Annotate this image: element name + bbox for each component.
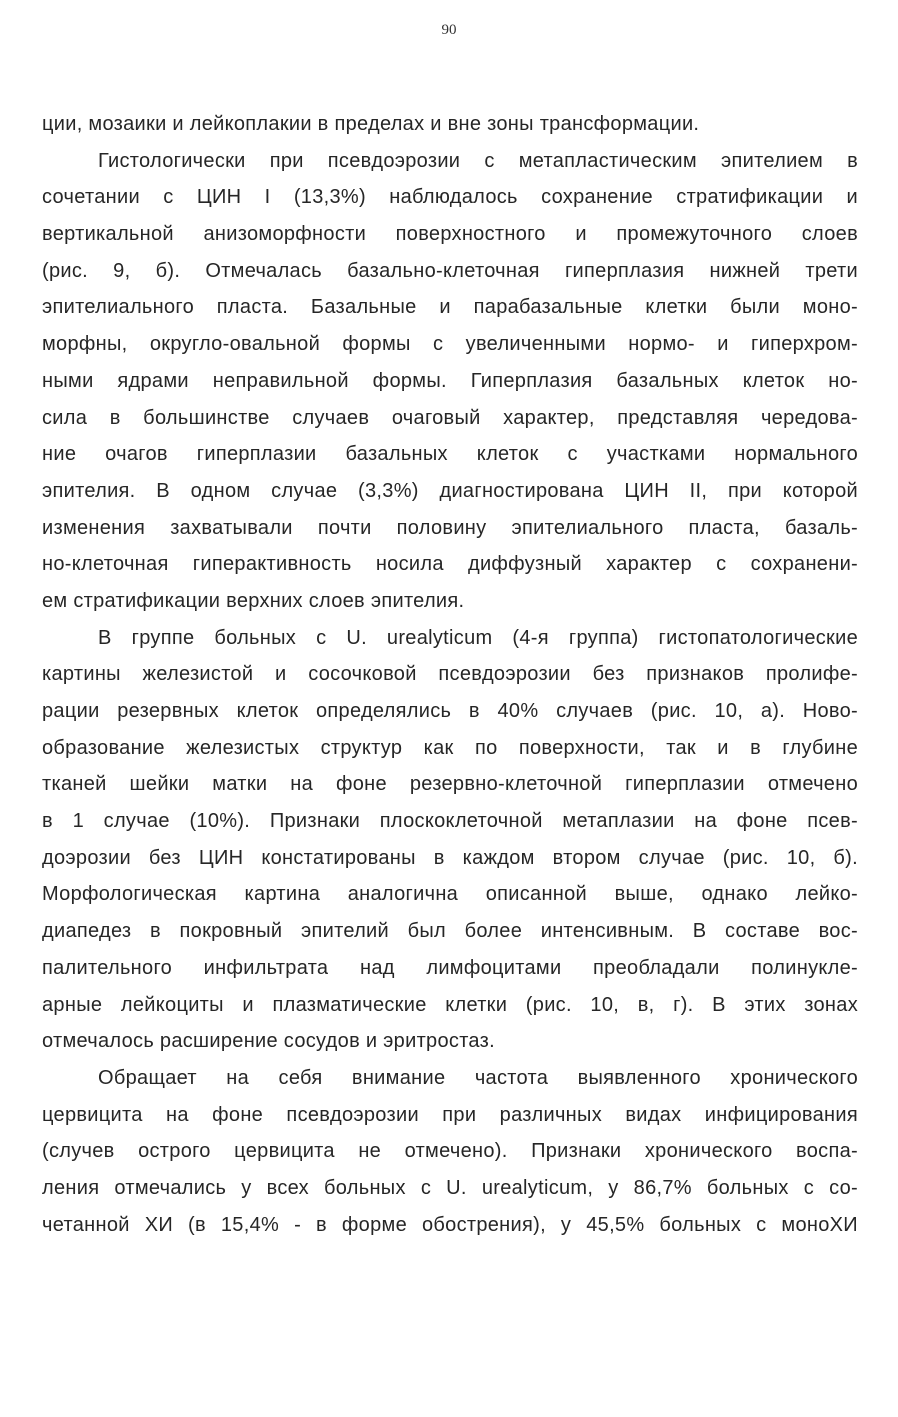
paragraph-urealyticum bbox=[42, 620, 858, 1060]
text-line: рации резервных клеток определялись в 40% случаев (рис. 10, а). Ново- bbox=[42, 700, 858, 722]
text-line: вертикальной анизоморфности поверхностного и промежуточного слоев bbox=[42, 223, 858, 246]
text-line: (рис. 9, б). Отмечалась базально-клеточная гиперплазия нижней трети bbox=[42, 259, 858, 282]
page-number: 90 bbox=[441, 22, 457, 38]
text-line: доэрозии без ЦИН констатированы в каждом втором случае (рис. 10, б). bbox=[42, 846, 858, 869]
text-line: В группе больных с U. urealyticum (4-я группа) гистопатологические bbox=[98, 626, 858, 649]
text-line: сочетании с ЦИН I (13,3%) наблюдалось сохранение стратификации и bbox=[42, 186, 858, 209]
text-line: эпителия. В одном случае (3,3%) диагностирована ЦИН II, при которой bbox=[42, 479, 858, 502]
text-line: в 1 случае (10%). Признаки плоскоклеточной метаплазии на фоне псев- bbox=[42, 810, 858, 833]
text-line: тканей шейки матки на фоне резервно-клеточной гиперплазии отмечено bbox=[42, 773, 858, 796]
text-line: (случев острого цервицита не отмечено). Признаки хронического воспа- bbox=[42, 1140, 858, 1163]
text-line: ными ядрами неправильной формы. Гиперплазия базальных клеток но- bbox=[42, 369, 858, 392]
paragraph-histology bbox=[42, 143, 858, 620]
text-line: цервицита на фоне псевдоэрозии при различных видах инфицирования bbox=[42, 1103, 858, 1126]
text-line: эпителиального пласта. Базальные и парабазальные клетки были моно- bbox=[42, 296, 858, 319]
text-line: отмечалось расширение сосудов и эритростаз. bbox=[42, 1030, 495, 1053]
text-line: изменения захватывали почти половину эпителиального пласта, базаль- bbox=[42, 516, 858, 539]
text-line: морфны, округло-овальной формы с увеличенными нормо- и гиперхром- bbox=[42, 333, 858, 356]
text-line: картины железистой и сосочковой псевдоэрозии без признаков пролифе- bbox=[42, 663, 858, 686]
paragraph-cervicitis bbox=[42, 1060, 858, 1243]
text-line: диапедез в покровный эпителий был более интенсивным. В составе вос- bbox=[42, 920, 858, 943]
text-line: арные лейкоциты и плазматические клетки (рис. 10, в, г). В этих зонах bbox=[42, 993, 858, 1016]
text-line: ние очагов гиперплазии базальных клеток с участками нормального bbox=[42, 443, 858, 466]
text-line: сила в большинстве случаев очаговый характер, представляя чередова- bbox=[42, 406, 858, 429]
text-line: Морфологическая картина аналогична описанной выше, однако лейко- bbox=[42, 883, 858, 906]
text-line: ции, мозаики и лейкоплакии в пределах и вне зоны трансформации. bbox=[42, 113, 700, 135]
text-line: ем стратификации верхних слоев эпителия. bbox=[42, 589, 465, 612]
text-line: Гистологически при псевдоэрозии с метапластическим эпителием в bbox=[98, 149, 858, 172]
text-line: ления отмечались у всех больных с U. urealyticum, у 86,7% больных с со- bbox=[42, 1176, 858, 1199]
text-line: образование железистых структур как по поверхности, так и в глубине bbox=[42, 736, 858, 759]
body-text bbox=[42, 106, 858, 1243]
text-line: но-клеточная гиперактивность носила диффузный характер с сохранени- bbox=[42, 553, 858, 576]
text-line: Обращает на себя внимание частота выявленного хронического bbox=[98, 1066, 858, 1089]
text-line: четанной ХИ (в 15,4% - в форме обострения), у 45,5% больных с моноХИ bbox=[42, 1213, 858, 1236]
paragraph-continued bbox=[42, 106, 858, 143]
text-line: палительного инфильтрата над лимфоцитами преобладали полинукле- bbox=[42, 956, 858, 979]
